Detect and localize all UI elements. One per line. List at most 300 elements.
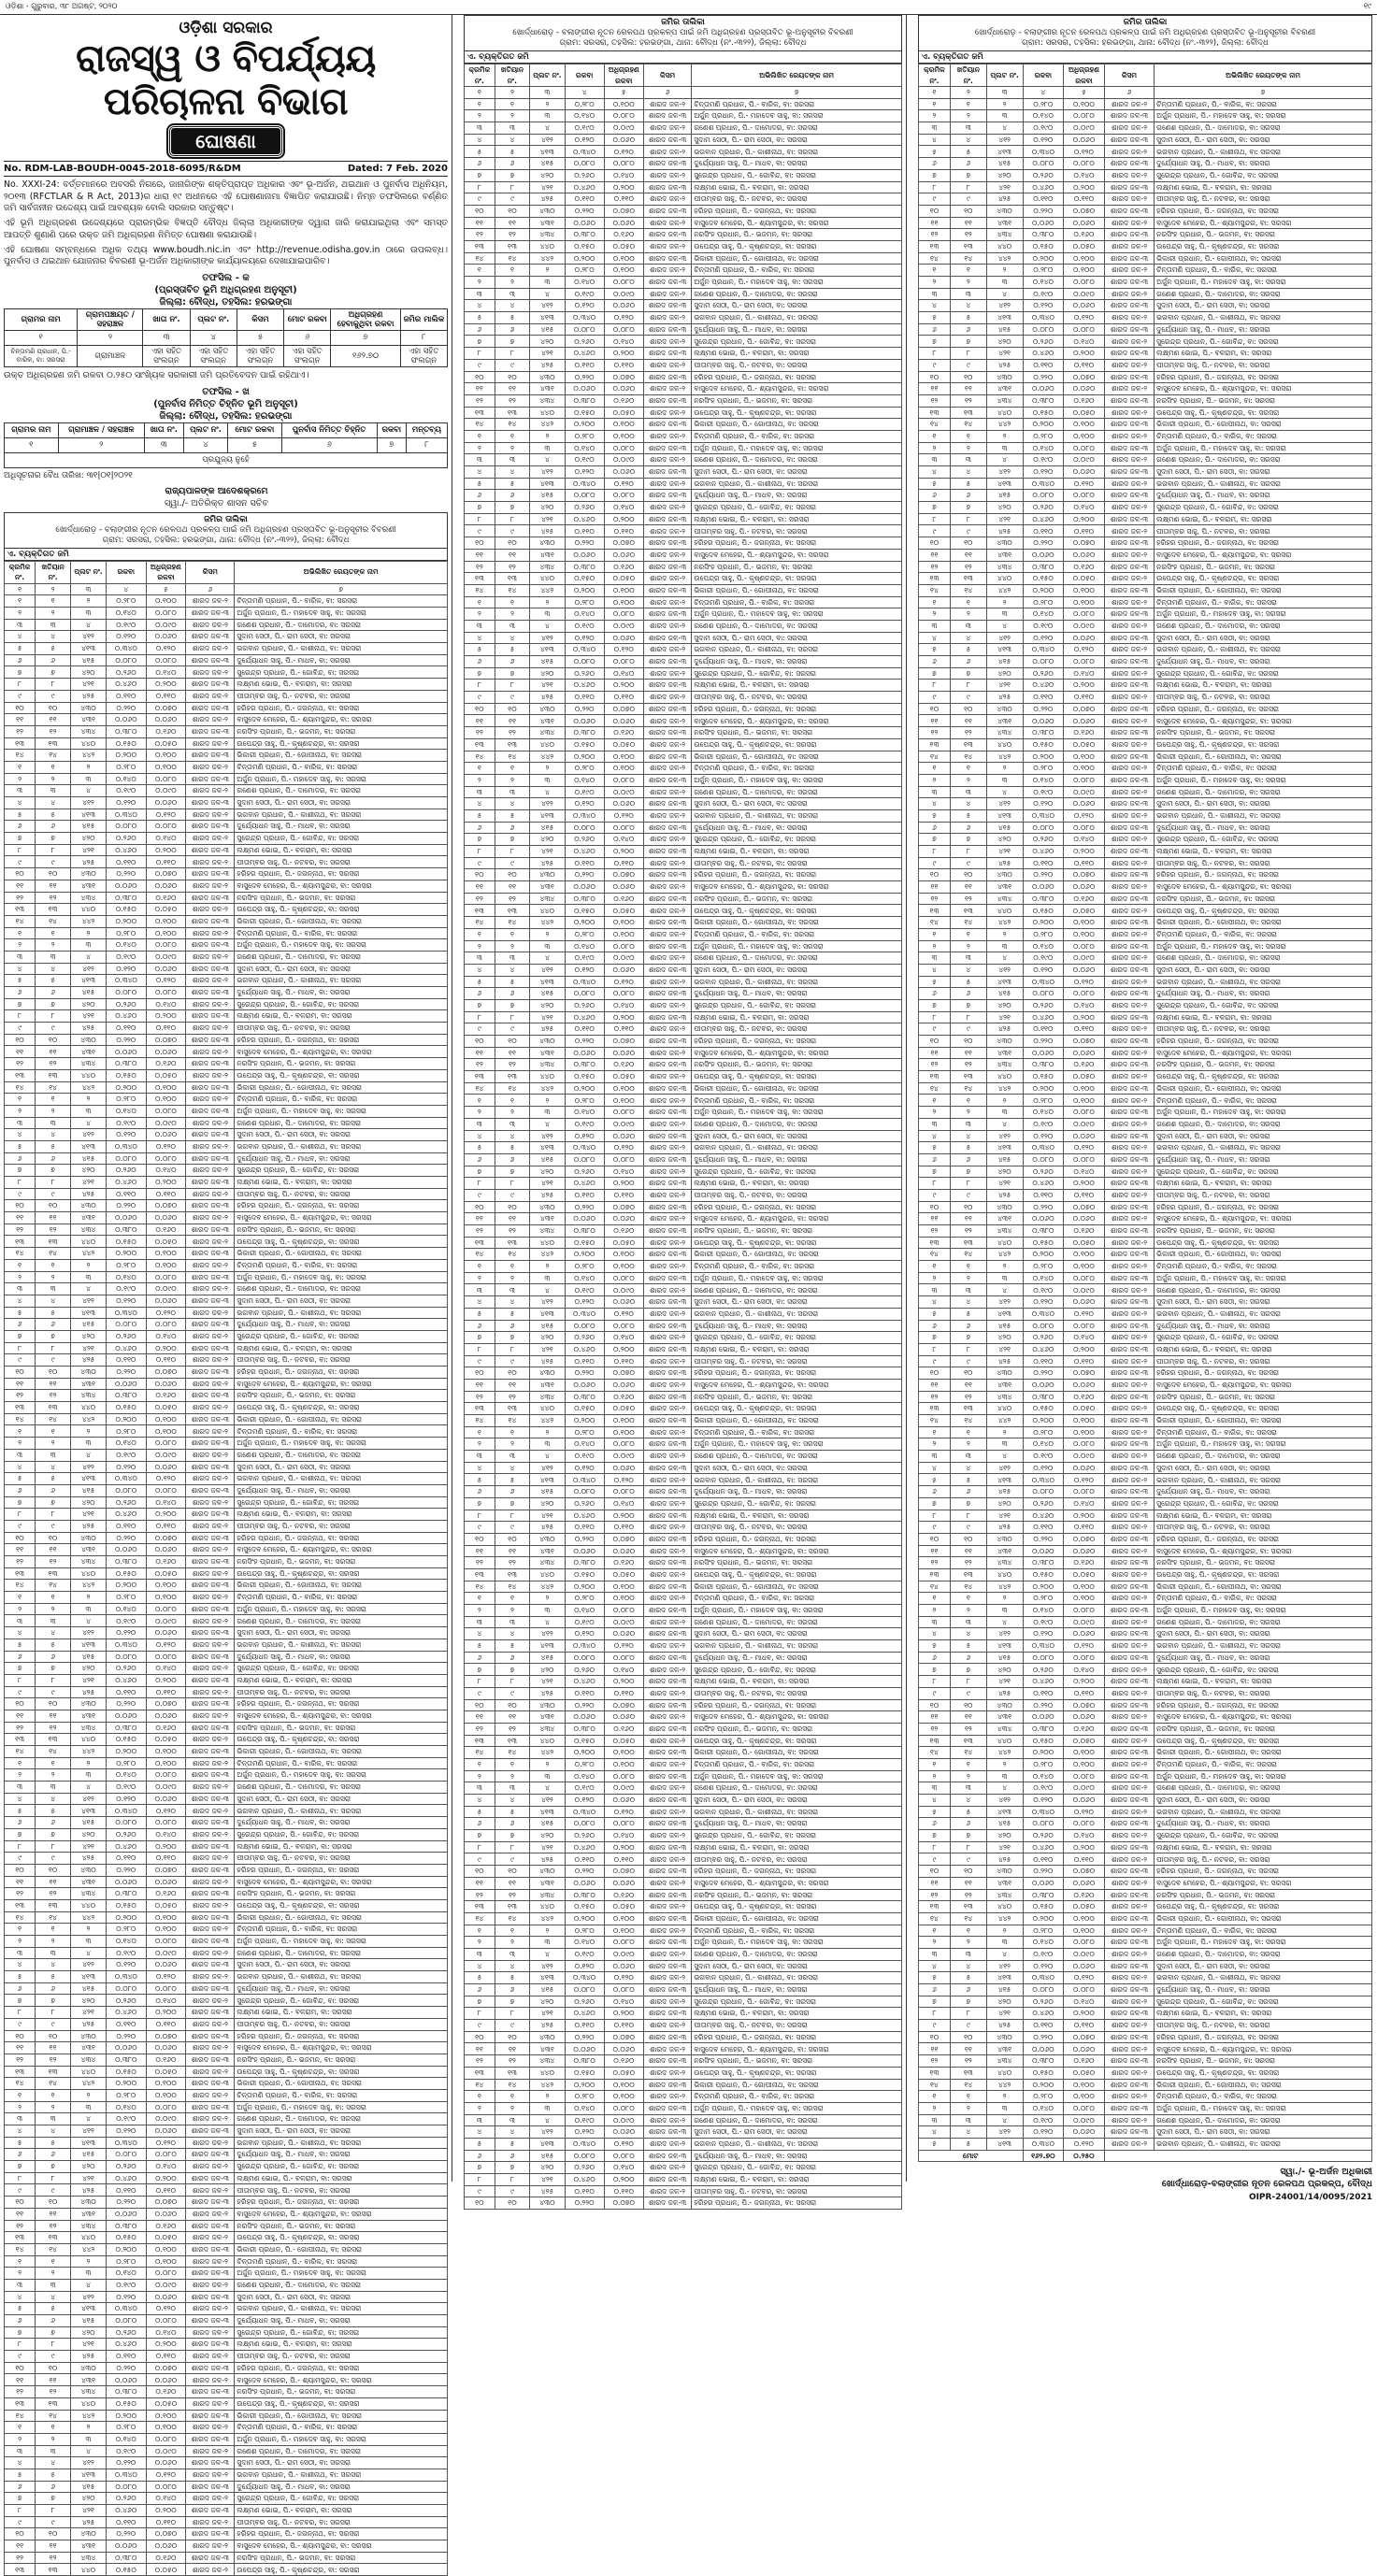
table-cell: ୬ [465,1818,495,1830]
table-row [5,737,448,750]
table-cell: ୦.୨୦୦ [1064,348,1105,360]
table-cell: ୧୧ [950,549,986,561]
table-cell: ୦.୧୪୦ [1023,1438,1064,1451]
table-cell: ୧ [919,265,951,277]
table-cell: ୦.୧୫୦ [1023,573,1064,585]
table-cell: ୦.୨୦୦ [106,1413,146,1425]
column-number: ୩ [530,87,565,99]
table-cell: ଶାରଦ ଜଳ-୩ [186,868,235,880]
table-cell: ୦.୦୫୦ [604,407,643,419]
table-cell: ୦.୦୬୦ [1064,1877,1105,1889]
table-cell: ହରିହର ପ୍ରଧାନ, ପି.- ଜଗନ୍ନାଥ, ବା: ସରସରା [692,2031,902,2043]
table-cell: ୦.୧୨୦ [565,1628,604,1640]
table-cell: ୩ [465,620,495,632]
table-cell: ଶାରଦ ଜଳ-୩ [643,1272,691,1284]
table-cell: ୮ [5,1010,36,1023]
table-cell: ୦.୩୪୦ [1023,1474,1064,1486]
table-cell: ୦.୧୧୦ [604,1189,643,1201]
table-cell: ୯ [919,1853,951,1866]
table-row [5,2564,448,2576]
table-cell: ଚିନ୍ତାମଣି ପ୍ରଧାନ, ପି.- ବାରିକ, ବା: ସରସରା [235,927,448,939]
table-cell: ୦.୧୫୦ [1023,240,1064,252]
table-cell: ୦.୦୮୦ [1023,490,1064,502]
table-cell: ୦.୧୪୦ [146,666,186,679]
table-cell: ୦.୧୧୦ [146,1354,186,1367]
table-cell: ଉପେନ୍ଦ୍ର ସାହୁ, ପି.- କୃଷ୍ଣଚନ୍ଦ୍ର, ବା: ସରସରା [1155,1403,1372,1415]
table-cell: ୪୧୨ [71,1959,107,1971]
table-cell: ଭିକାରୀ ପ୍ରଧାନ, ପି.- ଗୋପୀନାଥ, ବା: ସରସରା [1155,1082,1372,1095]
table-cell: ୦.୧୬୦ [604,229,643,241]
table-row [465,667,902,680]
table-row [919,430,1372,442]
table-cell: ଶାରଦ ଜଳ-୩ [643,1841,691,1853]
column-2 [460,15,907,2208]
table-cell: ୪୨୧ [986,2008,1023,2020]
table-cell: ୩ [36,785,71,797]
table-cell: ସୁରେନ୍ଦ୍ର ପ୍ରଧାନ, ପି.- ଗୋବିନ୍ଦ, ବା: ସରସରା [692,1166,902,1178]
table-cell: ୦.୦୬୦ [106,1876,146,1888]
table-cell: ୦.୦୬୦ [604,1545,643,1557]
table-cell: ୧୧ [950,881,986,894]
table-cell: ଅର୍ଜୁନ ପ୍ରଧାନ, ପି.- ମହାଦେବ ସାହୁ, ବା: ସରସରା [235,2101,448,2113]
table-cell: ୧୨ [36,2552,71,2564]
table-cell: ବାସୁଦେବ ମେହେର, ପି.- ଶ୍ୟାମସୁନ୍ଦର, ବା: ସରସରା [235,2042,448,2054]
table-cell: ସୁରେନ୍ଦ୍ର ପ୍ରଧାନ, ପି.- ଗୋବିନ୍ଦ, ବା: ସରସରା [235,1165,448,1177]
table-cell: ଶାରଦ ଜଳ-୨ [643,1189,691,1201]
table-cell: ୪୩୦ [530,703,565,715]
table-cell: ୧୨ [5,892,36,904]
table-cell: ୨ [530,763,565,775]
table-row [919,2079,1372,2091]
table-cell: ୧୧ [465,2043,495,2055]
table-cell: ୦.୧୦୦ [146,1413,186,1425]
table-row [5,2397,448,2410]
table-cell: ୯ [5,856,36,868]
table-cell: ୫ [950,1474,986,1486]
table-cell: ଲକ୍ଷ୍ମଣ ଭୋଇ, ପି.- ବଳରାମ, ବା: ସରସରା [1155,680,1372,692]
table-cell: ୯ [36,1188,71,1200]
table-cell: ୦.୨୦୦ [1023,1912,1064,1925]
table-cell: ୦.୧୦୦ [604,1415,643,1427]
table-row [919,1426,1372,1438]
table-cell: ୯ [919,525,951,537]
table-cell: ୧୦ [919,869,951,881]
table-cell: ୧୦ [950,869,986,881]
table-cell: ଚିନ୍ତାମଣି ପ୍ରଧାନ, ପି.- ବାରିକ, ବା: ସରସରା [1155,1095,1372,1107]
table-cell: ୦.୦୮୦ [146,2101,186,2113]
table-header: କ୍ରମିକ ନଂ. [5,561,36,583]
table-row [919,1451,1372,1463]
table-row [465,1332,902,1344]
table-cell: ୪ [5,797,36,809]
table-cell: ୫ [950,1308,986,1320]
table-cell: ୦.୧୫୦ [565,1403,604,1415]
table-cell: ୦.୨୮୦ [565,1925,604,1937]
table-cell: ୪୩୪ [71,892,107,904]
table-cell: ୧୨ [919,1889,951,1901]
table-cell: ୪୧୩ [530,809,565,822]
table-cell: ୪୩୪ [530,1225,565,1238]
table-cell: ଶାରଦ ଜଳ-୨ [186,1971,235,1983]
table-cell: ଶାରଦ ଜଳ-୩ [186,1295,235,1307]
table-cell: ୦.୩୮୦ [106,1224,146,1236]
table-cell: ୪୪୨ [530,751,565,763]
table-cell: ସୁରେନ୍ଦ୍ର ପ୍ରଧାନ, ପି.- ଗୋବିନ୍ଦ, ବା: ସରସରା [235,998,448,1010]
table-cell: ୪ [530,620,565,632]
column-number: ୬ [1104,87,1154,99]
table-cell: ୦.୧୦୦ [604,1925,643,1937]
table-cell: ୦.୦୬୦ [146,714,186,726]
table-cell: ବାସୁଦେବ ମେହେର, ପି.- ଶ୍ୟାମସୁନ୍ଦର, ବା: ସରସରା [692,1379,902,1391]
table-cell: ଶାରଦ ଜଳ-୨ [643,1474,691,1486]
table-cell: ୧୦ [465,1533,495,1545]
table-cell: ଶାରଦ ଜଳ-୩ [186,1342,235,1354]
table-cell: ସୁରେନ୍ଦ୍ର ପ୍ରଧାନ, ପି.- ଗୋବିନ୍ଦ, ବା: ସରସରା [235,2326,448,2339]
table-cell: ୦.୨୨୦ [1023,537,1064,550]
table-cell: ୬ [495,2150,529,2162]
table-cell: ୦.୧୨୦ [604,1142,643,1154]
table-cell: ୦.୦୫୦ [1064,1735,1105,1747]
table-cell: ୦.୦୬୦ [604,2126,643,2139]
table-cell: ଶାରଦ ଜଳ-୩ [1104,2031,1154,2043]
column-number: ୬ [284,330,331,345]
table-cell: ୧ [5,1924,36,1936]
table-cell: ଭିକାରୀ ପ୍ରଧାନ, ପି.- ଗୋପୀନାଥ, ବା: ସରସରା [235,1413,448,1425]
table-cell: ଶାରଦ ଜଳ-୩ [643,680,691,692]
table-cell: ହରିହର ପ୍ରଧାନ, ପି.- ଜଗନ୍ନାଥ, ବା: ସରସରା [1155,537,1372,550]
table-cell: ୯ [36,1686,71,1698]
table-header: ପ୍ଲଟ ନଂ. [986,64,1023,87]
table-cell: ୦.୨୨୦ [565,703,604,715]
table-cell: ୧୧ [495,1711,529,1724]
table-cell: ୮ [950,2008,986,2020]
table-cell: ସୁଦାମ ସେଠୀ, ପି.- ରାମ ସେଠୀ, ବା: ସରସରା [1155,2126,1372,2139]
table-row [919,394,1372,407]
table-row [465,1178,902,1190]
table-cell: ୦.୦୯୦ [1064,1948,1105,1960]
table-row [919,1640,1372,1653]
table-row [919,1107,1372,1119]
table-cell: ଶାରଦ ଜଳ-୨ [1104,1522,1154,1534]
table-cell: ଶାରଦ ଜଳ-୨ [643,1593,691,1605]
table-cell: ଶାରଦ ଜଳ-୨ [186,1615,235,1627]
table-cell: ୪୩୪ [71,1390,107,1402]
table-cell: ୩ [986,1770,1023,1782]
table-cell: ୯ [919,1687,951,1699]
table-cell: ୦.୧୦୦ [146,1924,186,1936]
table-cell: ଦୁର୍ଯ୍ୟୋଧନ ସାହୁ, ପି.- ମାଧବ, ବା: ସରସରା [235,987,448,999]
table-cell: ୦.୧୨୦ [604,1806,643,1818]
table-row [919,2008,1372,2020]
table-cell: ୪ [919,1795,951,1807]
table-cell: ହରିହର ପ୍ରଧାନ, ପି.- ଜଗନ୍ନାଥ, ବା: ସରସରା [235,1200,448,1212]
table-cell: ୪୧୫ [530,822,565,834]
table-cell: ୦.୨୦୦ [565,1747,604,1759]
table-cell: ୦.୦୮୦ [146,1769,186,1782]
table-cell: ୦.୦୯୦ [1064,952,1105,965]
table-cell: ଶାରଦ ଜଳ-୩ [643,371,691,383]
table-cell: ଶାରଦ ଜଳ-୨ [643,193,691,206]
table-cell: ୦.୨୦୦ [1064,1510,1105,1522]
table-cell: ୦.୧୯୦ [565,1782,604,1795]
page-number: ୧୯ [1363,2,1371,10]
table-cell: ୦.୦୬୦ [565,1711,604,1724]
table-cell: ଶାରଦ ଜଳ-୨ [186,595,235,608]
table-cell: ୦.୨୦୦ [146,1010,186,1023]
table-cell: ୪୪୦ [71,2564,107,2576]
table-cell: ୦.୦୬୦ [146,797,186,809]
table-cell: ୭ [495,667,529,680]
table-cell: ୫ [5,1140,36,1152]
table-cell: ୧୦ [465,537,495,550]
table-header: ଖତିୟାନ ନଂ. [36,561,71,583]
table-cell: ୦.୨୨୦ [106,1034,146,1046]
table-cell: ୧ [950,98,986,110]
table-cell: ୧୩ [36,1567,71,1580]
table-row [919,952,1372,965]
table-cell: ୦.୩୮୦ [106,892,146,904]
table-cell: ଶାରଦ ଜଳ-୩ [643,2126,691,2139]
table-cell: ୧ [950,1095,986,1107]
table-cell: ୧୪ [950,1249,986,1261]
table-cell: ୧୩ [36,1734,71,1746]
table-row [5,1449,448,1461]
table-cell: ଶାରଦ ଜଳ-୩ [643,703,691,715]
table-cell: ୫ [5,975,36,987]
table-cell: ଶାରଦ ଜଳ-୨ [1104,1071,1154,1083]
table-cell: ଶାରଦ ଜଳ-୨ [1104,1593,1154,1605]
table-cell: ୧ [36,927,71,939]
table-cell: ୧୪ [36,1580,71,1592]
table-cell: ୪ [71,1947,107,1959]
table-cell: ୪ [36,2291,71,2303]
table-cell: ଶାରଦ ଜଳ-୩ [1104,1107,1154,1119]
table-cell: ୦.୪୬୦ [565,1510,604,1522]
table-cell: ୦.୩୮୦ [1023,1225,1064,1238]
table-cell: ୧୨ [36,1722,71,1734]
table-cell: ୦.୧୪୦ [565,442,604,454]
table-row [465,1889,902,1901]
table-cell: ୧୪ [465,2079,495,2091]
table-row [919,1795,1372,1807]
table-cell: ୧୩ [5,2564,36,2576]
table-row [919,1497,1372,1510]
table-row [465,1462,902,1474]
table-cell: ଶାରଦ ଜଳ-୩ [1104,205,1154,217]
table-cell: ୦.୧୦୦ [604,265,643,277]
table-cell: ୦.୧୨୦ [146,2469,186,2481]
table-cell: ୦.୨୨୦ [565,1533,604,1545]
table-cell: ୦.୧୪୦ [146,2326,186,2339]
table-cell: ସୁରେନ୍ଦ୍ର ପ୍ରଧାନ, ପି.- ଗୋବିନ୍ଦ, ବା: ସରସରା [692,1830,902,1842]
table-cell: ଶାରଦ ଜଳ-୩ [643,1367,691,1380]
table-cell: ୦.୨୮୦ [1023,928,1064,940]
table-cell: ୦.୧୪୦ [1023,940,1064,952]
table-cell: ୦.୧୦୦ [604,763,643,775]
table-cell: ୦.୨୦୦ [1064,1343,1105,1355]
table-cell: ୦.୧୯୦ [565,620,604,632]
table-cell: ୦.୨୮୦ [1023,1758,1064,1770]
table-header: ଗ୍ରାମର ନାମ [5,308,78,330]
table-cell: ୪ [950,632,986,644]
table-cell: ୪୩୧ [530,383,565,395]
table-cell: ୪ [919,1960,951,1972]
table-cell: ୦.୨୨୦ [106,2528,146,2540]
table-cell: ୦.୧୫୦ [1023,1237,1064,1249]
table-cell: ୦.୩୪୦ [1023,644,1064,656]
table-cell: ୦.୧୦୦ [146,1425,186,1438]
table-cell: ୭ [5,998,36,1010]
table-cell: ୧୩ [495,2067,529,2079]
table-cell: ୪୨୦ [986,336,1023,348]
table-cell: ୦.୧୧୦ [146,2516,186,2528]
table-row [919,1284,1372,1296]
table-cell: ଶାରଦ ଜଳ-୩ [1104,134,1154,146]
table-cell: ୪୨୦ [530,2162,565,2174]
table-cell: ୮ [465,1841,495,1853]
table-cell: ୦.୧୪୦ [146,1330,186,1342]
table-cell: ୪୧୫ [986,158,1023,170]
table-cell: ୦.୧୫୦ [565,573,604,585]
table-cell: ୪୪୨ [530,1082,565,1095]
table-cell: ଭିକାରୀ ପ୍ରଧାନ, ପି.- ଗୋପୀନାଥ, ବା: ସରସରା [235,915,448,927]
table-cell: ୩ [530,110,565,122]
table-cell: ଶାରଦ ଜଳ-୨ [643,596,691,608]
table-cell: ଶାରଦ ଜଳ-୨ [643,692,691,704]
table-cell: ୪ [530,454,565,466]
table-row [465,169,902,181]
table-cell: ଉପେନ୍ଦ୍ର ସାହୁ, ପି.- କୃଷ୍ଣଚନ୍ଦ୍ର, ବା: ସରସରା [1155,573,1372,585]
table-cell: ୪୨୫ [986,193,1023,206]
table-row [919,336,1372,348]
table-row [465,110,902,122]
table-row [919,1758,1372,1770]
table-cell: ୨ [495,1438,529,1451]
table-cell: ୪୪୦ [530,1901,565,1913]
table-cell: ୪୧୨ [986,632,1023,644]
table-cell: ୫ [36,1473,71,1485]
table-cell: ୪୩୧ [71,2374,107,2386]
table-cell: ୦.୦୮୦ [604,2150,643,2162]
table-cell: ୪୨୦ [986,1166,1023,1178]
table-cell: ୨ [530,1593,565,1605]
table-cell: ନରସିଂହ ପ୍ରଧାନ, ପି.- ଭଜମନ, ବା: ସରସରା [1155,561,1372,573]
table-cell: ୪୪୦ [986,1735,1023,1747]
table-cell: ୪ [495,2126,529,2139]
table-cell: ୨ [950,1605,986,1617]
table-cell: ୪ [465,1628,495,1640]
table-row [919,1130,1372,1142]
table-cell: ଭଗବାନ ପ୍ରଧାନ, ପି.- କାଶୀନାଥ, ବା: ସରସରା [235,2303,448,2315]
table-row [465,869,902,881]
table-cell: ୪୧୨ [986,1462,1023,1474]
table-cell: ଶାରଦ ଜଳ-୩ [186,2315,235,2327]
table-cell: ଦୁର୍ଯ୍ୟୋଧନ ସାହୁ, ପି.- ମାଧବ, ବା: ସରସରା [235,1319,448,1331]
paragraph: ଏହି ଘୋଷଣା ସମ୍ବନ୍ଧରେ ଅଧିକ ତଥ୍ୟ www.boudh.nic.in ଏବଂ http://revenue.odisha.gov.in ଠାରେ ଉପଲବ୍ଧ। ପୁନର୍ବାସ ଓ ଥଇଥାନ ଯୋଜନାର ବିବରଣୀ ଭୂ-ଅର୍ଜନ ଅଧିକାରୀଙ୍କ କାର୍ଯ୍ୟାଳୟରେ ଦେଖାଯାଇପାରିବ। [4,244,448,267]
column-number: ୫ [1064,87,1105,99]
table-row [919,1605,1372,1617]
table-cell: ୧ [5,1094,36,1106]
table-row [919,1984,1372,1996]
table-cell: ୪୧୫ [986,1153,1023,1166]
table-cell: ୪ [465,1960,495,1972]
table-cell: ୦.୩୮୦ [1023,1059,1064,1071]
table-cell: ୪୧୫ [530,2150,565,2162]
column-1 [4,15,452,2574]
table-cell: ଏହା ସହିତ ସଂଲଗ୍ନ [143,345,190,366]
table-cell: ୪ [986,1118,1023,1130]
table-cell: ଶାରଦ ଜଳ-୩ [643,490,691,502]
table-cell: ୦.୦୭୦ [1064,537,1105,550]
table-cell: ୦.୦୮୦ [1023,656,1064,668]
column-number: ୨ [950,87,986,99]
table-cell: ୭ [495,999,529,1011]
table-cell: ୧ [950,1758,986,1770]
table-cell: ୦.୧୧୦ [1023,1189,1064,1201]
table-row [465,525,902,537]
table-cell: ୨ [986,1095,1023,1107]
table-cell: ୦.୩୮୦ [106,1390,146,1402]
table-row [5,809,448,821]
table-cell: ନରସିଂହ ପ୍ରଧାନ, ପି.- ଭଜମନ, ବା: ସରସରା [235,1224,448,1236]
table-cell: ଶାରଦ ଜଳ-୨ [186,1995,235,2007]
table-cell: ୦.୧୧୦ [1064,692,1105,704]
table-cell: ଶାରଦ ଜଳ-୨ [186,1567,235,1580]
table-cell: ଶାରଦ ଜଳ-୩ [186,1319,235,1331]
table-cell: ଶାରଦ ଜଳ-୨ [1104,834,1154,846]
table-cell: ୦.୨୨୦ [565,1866,604,1878]
table-cell: ଶାରଦ ଜଳ-୨ [1104,217,1154,229]
table-cell: ୪୩୧ [530,1379,565,1391]
table-cell: ଅର୍ଜୁନ ପ୍ରଧାନ, ପି.- ମହାଦେବ ସାହୁ, ବା: ସରସରା [1155,940,1372,952]
table-row [465,549,902,561]
table-cell: ବାସୁଦେବ ମେହେର, ପି.- ଶ୍ୟାମସୁନ୍ଦର, ବା: ସରସରା [1155,1213,1372,1225]
table-cell: ୧୩ [950,1071,986,1083]
table-row [465,1166,902,1178]
table-cell: ୪୩୪ [986,1723,1023,1735]
table-cell: ୩ [465,122,495,135]
table-cell: ଶାରଦ ଜଳ-୨ [186,2445,235,2457]
table-cell: ୮ [919,1510,951,1522]
table-cell: ୪ [465,1462,495,1474]
table-cell: ୦.୧୫୦ [106,1069,146,1081]
table-cell: ୩ [5,951,36,963]
table-cell: ୦.୦୫୦ [146,1899,186,1911]
table-cell: ୪୩୪ [530,1391,565,1403]
table-row [919,1201,1372,1213]
table-cell: ୩ [495,288,529,300]
table-cell: ୧୩ [919,1237,951,1249]
table-cell: ୨ [36,773,71,785]
table-cell: ୦.୨୬୦ [1023,834,1064,846]
table-cell: ୩ [465,1284,495,1296]
table-row [465,229,902,241]
table-cell: ଶାରଦ ଜଳ-୩ [643,1652,691,1664]
table-cell: ୪୪୨ [530,1415,565,1427]
table-cell: ୧ [950,596,986,608]
table-cell: ୬ [950,1153,986,1166]
table-cell: ୪୪୨ [71,2078,107,2090]
table-cell: ଶାରଦ ଜଳ-୩ [186,1271,235,1283]
table-row [465,2020,902,2032]
table-cell: ୧୨ [919,229,951,241]
table-cell: ୧ [919,1758,951,1770]
table-row [919,348,1372,360]
table-row [465,1912,902,1925]
table-cell: ୦.୦୬୦ [1023,1213,1064,1225]
table-cell: ୨ [465,774,495,786]
table-cell: ୦.୦୫୦ [1064,2067,1105,2079]
